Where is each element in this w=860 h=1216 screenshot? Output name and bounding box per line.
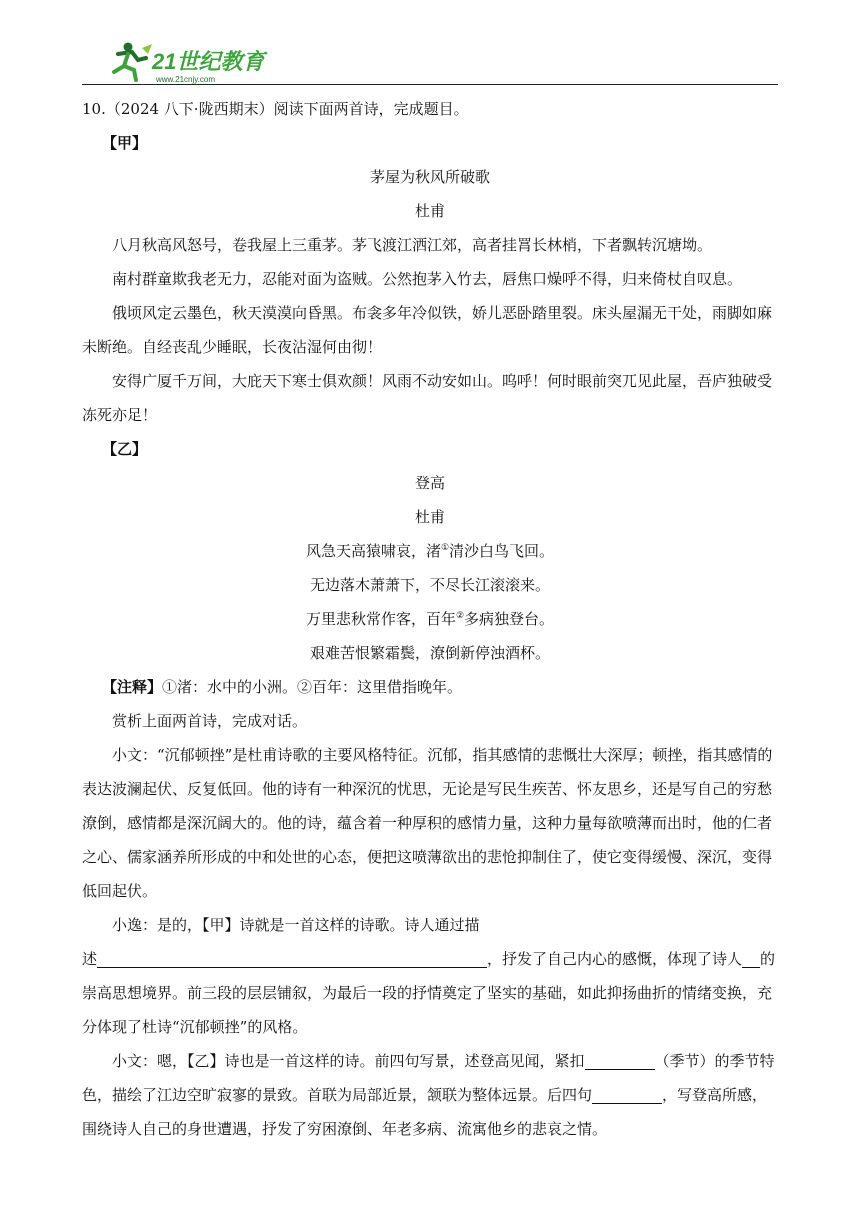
annotation-text: ①渚：水中的小洲。②百年：这里借指晚年。	[162, 678, 463, 696]
poem-yi-line: 风急天高猿啸哀，渚①清沙白鸟飞回。	[305, 542, 555, 560]
dialogue-paragraph: 小文：嗯，【乙】诗也是一首这样的诗。前四句写景，述登高见闻，紧扣 （季节）的季节特色，描绘了江边空旷寂寥的景致。首联为局部近景，颔联为整体远景。后四句 ，写登高所感，围绕诗人自己的身世遭遇，抒发了穷困潦倒、年老多病、流寓他乡的悲哀之情。	[82, 1044, 778, 1146]
poem-jia-paragraph: 安得广厦千万间，大庇天下寒士俱欢颜！风雨不动安如山。呜呼！何时眼前突兀见此屋，吾庐独破受冻死亦足！	[82, 372, 773, 424]
answer-blank[interactable]	[97, 947, 487, 968]
poem-yi-title: 登高	[414, 474, 445, 492]
running-man-icon	[114, 43, 152, 81]
poem-yi-label: 【乙】	[102, 440, 148, 458]
footnote-marker: ①	[440, 543, 450, 553]
answer-blank[interactable]	[742, 947, 760, 968]
poem-jia-label: 【甲】	[102, 134, 148, 152]
poem-yi-author: 杜甫	[414, 508, 445, 526]
dialogue-paragraph: 述 ，抒发了自己内心的感慨，体现了诗人 的崇高思想境界。前三段的层层铺叙，为最后一段的抒情奠定了坚实的基础，如此抑扬曲折的情绪变换，充分体现了杜诗“沉郁顿挫”的风格。	[82, 942, 778, 1044]
logo-21cnjy	[102, 38, 272, 86]
question-number: 10.	[82, 100, 106, 118]
poem-jia-paragraph: 八月秋高风怒号，卷我屋上三重茅。茅飞渡江洒江郊，高者挂罥长林梢，下者飘转沉塘坳。	[112, 236, 713, 254]
annotation	[82, 670, 778, 704]
header-divider	[82, 84, 778, 85]
page-header	[82, 0, 778, 88]
question-prompt: 阅读下面两首诗，完成题目。	[273, 100, 469, 118]
question-content	[82, 92, 778, 1146]
footnote-marker: ②	[455, 611, 465, 621]
poem-jia-paragraph: 俄顷风定云墨色，秋天漠漠向昏黑。布衾多年冷似铁，娇儿恶卧踏里裂。床头屋漏无干处，雨脚如麻未断绝。自经丧乱少睡眠，长夜沾湿何由彻！	[82, 304, 773, 356]
poem-yi-line: 艰难苦恨繁霜鬓，潦倒新停浊酒杯。	[309, 644, 550, 662]
question-stem	[82, 92, 778, 126]
poem-jia-author: 杜甫	[414, 202, 445, 220]
poem-jia-paragraph: 南村群童欺我老无力，忍能对面为盗贼。公然抱茅入竹去，唇焦口燥呼不得，归来倚杖自叹息。	[112, 270, 743, 288]
poem-yi-line: 万里悲秋常作客，百年②多病独登台。	[305, 610, 555, 628]
dialogue-paragraph: 小文：“沉郁顿挫”是杜甫诗歌的主要风格特征。沉郁，指其感情的悲慨壮大深厚；顿挫，指其感情的表达波澜起伏、反复低回。他的诗有一种深沉的忧思，无论是写民生疾苦、怀友思乡，还是写自己的穷愁潦倒，感情都是深沉阔大的。他的诗，蕴含着一种厚积的感情力量，这种力量每欲喷薄而出时，他的仁者之心、儒家涵养所形成的中和处世的心态，便把这喷薄欲出的悲怆抑制住了，使它变得缓慢、深沉，变得低回起伏。	[82, 746, 773, 900]
poem-yi-line: 无边落木萧萧下，不尽长江滚滚来。	[309, 576, 550, 594]
answer-blank[interactable]	[592, 1083, 662, 1104]
instruction-text: 赏析上面两首诗，完成对话。	[112, 712, 308, 730]
poem-jia-title: 茅屋为秋风所破歌	[369, 168, 490, 186]
logo-url: www.21cnjy.com	[156, 75, 215, 84]
answer-blank-season[interactable]	[585, 1049, 655, 1070]
question-source: （2024 八下·陇西期末）	[105, 100, 274, 118]
annotation-label: 【注释】	[102, 678, 163, 696]
logo-text: 21世纪教育	[152, 49, 265, 74]
dialogue-paragraph: 小逸：是的，【甲】诗就是一首这样的诗歌。诗人通过描	[112, 916, 480, 934]
